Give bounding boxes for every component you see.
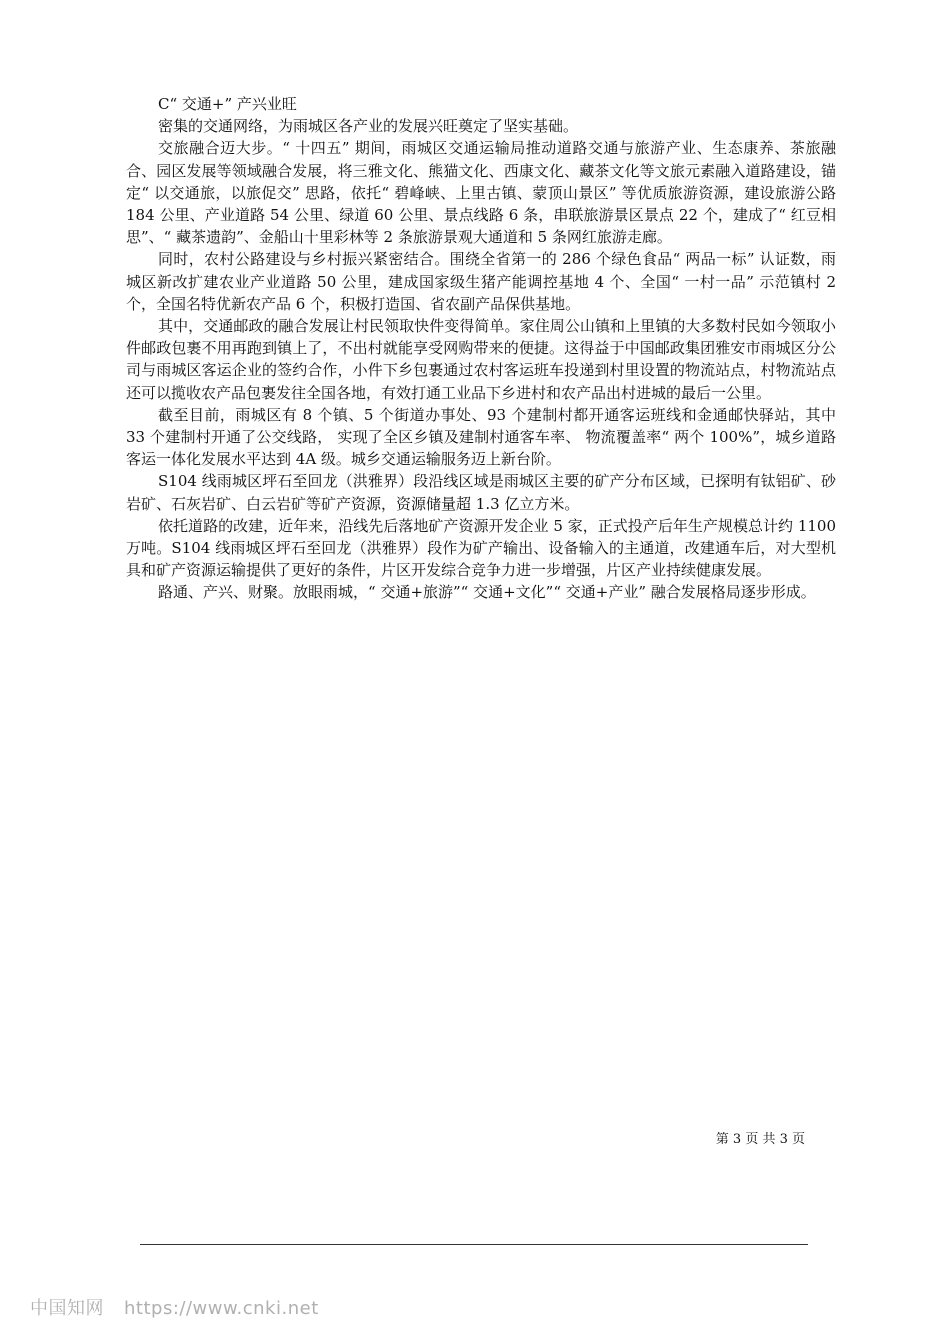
page-number: 第 3 页 共 3 页 bbox=[715, 1132, 805, 1147]
section-heading: C“ 交通+” 产兴业旺 bbox=[158, 95, 297, 113]
paragraph-postal: 其中，交通邮政的融合发展让村民领取快件变得简单。家住周公山镇和上里镇的大多数村民如今领取小件邮政包裹不用再跑到镇上了，不出村就能享受网购带来的便捷。这得益于中国邮政集团雅安市雨城区分公司与雨城区客运企业的签约合作，小件下乡包裹通过农村客运班车投递到村里设置的物流站点，村物流站点还可以揽收农产品包裹发往全国各地，有效打通工业品下乡进村和农产品出村进城的最后一公里。 bbox=[126, 317, 836, 402]
article-body bbox=[126, 93, 836, 604]
paragraph-rural-roads: 同时，农村公路建设与乡村振兴紧密结合。围绕全省第一的 286 个绿色食品“ 两品一标” 认证数，雨城区新改扩建农业产业道路 50 公里，建成国家级生猪产能调控基地 4 个、全国“ 一村一品” 示范镇村 2 个，全国名特优新农产品 6 个，积极打造国、省农副产品保供基地。 bbox=[126, 250, 836, 313]
watermark-brand: 中国知网 bbox=[30, 1298, 104, 1319]
paragraph-tourism: 交旅融合迈大步。“ 十四五” 期间，雨城区交通运输局推动道路交通与旅游产业、生态康养、茶旅融合、园区发展等领域融合发展，将三雅文化、熊猫文化、西康文化、藏茶文化等文旅元素融入道路建设，锚定“ 以交通旅，以旅促交” 思路，依托“ 碧峰峡、上里古镇、蒙顶山景区” 等优质旅游资源，建设旅游公路 184 公里、产业道路 54 公里、绿道 60 公里、景点线路 6 条，串联旅游景区景点 22 个，建成了“ 红豆相思”、“ 藏茶遗韵”、金船山十里彩林等 2 条旅游景观大通道和 5 条网红旅游走廊。 bbox=[126, 139, 836, 247]
paragraph-mining-enterprises: 依托道路的改建，近年来，沿线先后落地矿产资源开发企业 5 家，正式投产后年生产规模总计约 1100 万吨。S104 线雨城区坪石至回龙（洪雅界）段作为矿产输出、设备输入的主通道，改建通车后，对大型机具和矿产资源运输提供了更好的条件，片区开发综合竞争力进一步增强，片区产业持续健康发展。 bbox=[126, 516, 836, 580]
paragraph-conclusion: 路通、产兴、财聚。放眼雨城，“ 交通+旅游”“ 交通+文化”“ 交通+产业” 融合发展格局逐步形成。 bbox=[158, 583, 816, 602]
paragraph-minerals: S104 线雨城区坪石至回龙（洪雅界）段沿线区域是雨城区主要的矿产分布区域，已探明有钛铝矿、砂岩矿、石灰岩矿、白云岩矿等矿产资源，资源储量超 1.3 亿立方米。 bbox=[126, 472, 836, 513]
paragraph-intro: 密集的交通网络，为雨城区各产业的发展兴旺奠定了坚实基础。 bbox=[158, 117, 579, 136]
watermark-url: https://www.cnki.net bbox=[124, 1298, 319, 1319]
footer-divider bbox=[140, 1244, 808, 1245]
paragraph-coverage: 截至目前，雨城区有 8 个镇、5 个街道办事处、93 个建制村都开通客运班线和金通邮快驿站，其中 33 个建制村开通了公交线路， 实现了全区乡镇及建制村通客车率、 物流覆盖率“ 两个 100%”，城乡道路客运一体化发展水平达到 4A 级。城乡交通运输服务迈上新台阶。 bbox=[126, 405, 836, 469]
cnki-watermark bbox=[30, 1294, 319, 1320]
